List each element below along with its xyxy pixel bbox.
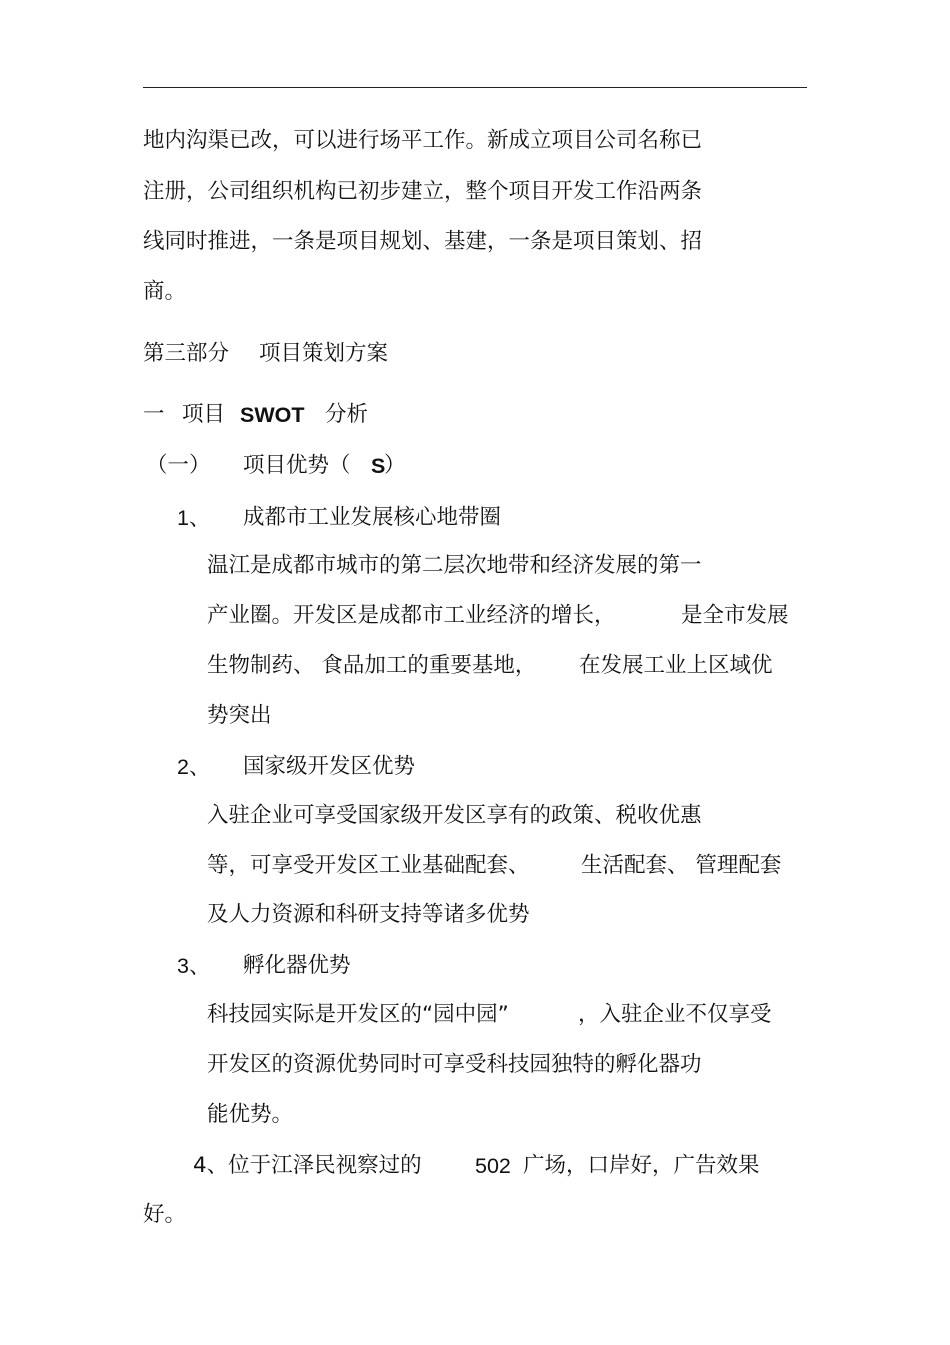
- section-title-post: 分析: [325, 402, 369, 427]
- subsection-title: 项目优势（: [243, 453, 351, 478]
- header-rule: [143, 87, 807, 88]
- item-3-line-2: 开发区的资源优势同时可享受科技园独特的孵化器功: [207, 1052, 702, 1077]
- item-4-line-2: 好。: [143, 1202, 187, 1227]
- item-1-line-1: 温江是成都市城市的第二层次地带和经济发展的第一: [207, 553, 702, 578]
- item-2-line-3: 及人力资源和科研支持等诸多优势: [207, 902, 530, 927]
- item-3-line-1a: 科技园实际是开发区的“园中园”: [207, 1002, 509, 1027]
- item-2-line-2a: 等，可享受开发区工业基础配套、: [207, 853, 530, 878]
- intro-line-2: 注册，公司组织机构已初步建立，整个项目开发工作沿两条: [143, 179, 703, 204]
- item-1-line-4: 势突出: [207, 703, 272, 728]
- subsection-number: （一）: [146, 453, 211, 478]
- item-4-lead: 4、位于江泽民视察过的: [193, 1153, 422, 1178]
- item-3-line-3: 能优势。: [207, 1102, 294, 1127]
- item-1-line-3b: 在发展工业上区域优: [579, 653, 773, 678]
- item-4-rest: 广场，口岸好，广告效果: [523, 1153, 760, 1178]
- subsection-close: ）: [384, 453, 406, 478]
- item-3-line-1b: ，入驻企业不仅享受: [578, 1002, 772, 1027]
- item-1-line-3a: 生物制药、 食品加工的重要基地，: [207, 653, 537, 678]
- item-2-line-1: 入驻企业可享受国家级开发区享有的政策、税收优惠: [207, 803, 702, 828]
- item-1-title: 成都市工业发展核心地带圈: [243, 505, 502, 530]
- item-2-line-2b: 生活配套、 管理配套: [581, 853, 782, 878]
- intro-line-3: 线同时推进，一条是项目规划、基建，一条是项目策划、招: [143, 229, 703, 254]
- section-title-swot: SWOT: [240, 403, 305, 427]
- subsection-letter: S: [371, 454, 386, 478]
- item-1-number: 1、: [177, 506, 211, 530]
- item-1-line-2b: 是全市发展: [681, 603, 789, 628]
- item-1-line-2a: 产业圈。开发区是成都市工业经济的增长，: [207, 603, 616, 628]
- item-3-title: 孵化器优势: [243, 953, 351, 978]
- intro-line-4: 商。: [143, 279, 187, 304]
- part-title: 项目策划方案: [259, 341, 389, 366]
- section-title-pre: 项目: [182, 402, 226, 427]
- item-2-title: 国家级开发区优势: [243, 754, 416, 779]
- part-label: 第三部分: [143, 341, 230, 366]
- item-4-number-502: 502: [475, 1154, 511, 1178]
- item-3-number: 3、: [177, 954, 211, 978]
- intro-line-1: 地内沟渠已改，可以进行场平工作。新成立项目公司名称已: [143, 128, 703, 153]
- section-number: 一: [143, 402, 165, 427]
- item-2-number: 2、: [177, 755, 211, 779]
